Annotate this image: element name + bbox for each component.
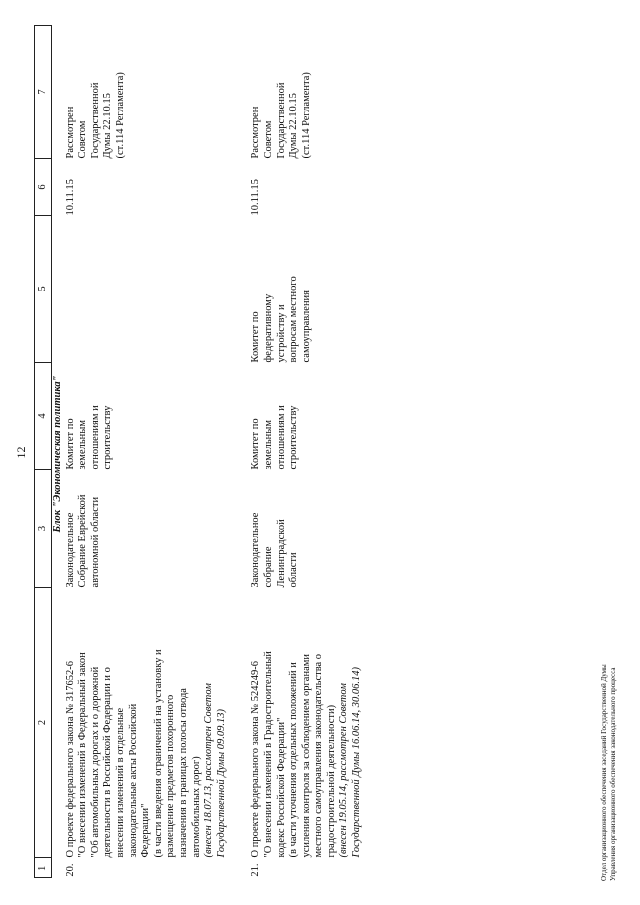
footer-line: Отдел организационного обеспечения заседаний Государственной Думы [600, 664, 608, 881]
committee-line: строительству [102, 405, 114, 470]
co-committee-cell [65, 216, 229, 363]
bill-note-line: (внесен 19.05.14, рассмотрен Советом [338, 683, 350, 858]
footer [600, 664, 618, 881]
bill-title-cell [250, 588, 363, 858]
committee-line: земельным [77, 420, 89, 470]
committee-line: Комитет по [64, 418, 76, 470]
bill-note-line: Государственной Думы 16.06.14, 30.06.14) [351, 667, 363, 858]
status-line: Государственной [275, 82, 287, 159]
initiator-line: автономной области [89, 496, 101, 588]
bill-title-line: Федерации" [140, 803, 152, 858]
status-line: Думы 22.10.15 [102, 93, 114, 159]
status-line: Думы 22.10.15 [288, 93, 300, 159]
column-header: 2 [35, 588, 52, 858]
row-number: 20. [64, 863, 76, 877]
bill-title-line: деятельности в Российской Федерации и о [102, 667, 114, 858]
table-row [250, 26, 363, 878]
initiator-line: Ленинградской [275, 519, 287, 588]
bill-title-line: внесении изменений в отдельные [114, 707, 126, 858]
bill-title-line: "О внесении изменений в Градостроительный [262, 651, 274, 858]
column-header: 1 [35, 858, 52, 878]
initiator-line: Законодательное [250, 512, 262, 588]
bill-title-line: "Об автомобильных дорогах и о дорожной [89, 666, 101, 858]
bill-title-line: (в части введения ограничений на установку и [152, 649, 164, 858]
column-header: 4 [35, 363, 52, 470]
bill-title-line: градостроительной деятельности) [325, 704, 337, 858]
status-line: Рассмотрен [64, 106, 76, 159]
column-header: 5 [35, 216, 52, 363]
initiator-cell [250, 470, 363, 588]
bill-title-line: размещение предметов похоронного [165, 694, 177, 858]
bill-title-line: О проекте федерального закона № 317652-6 [64, 660, 76, 858]
co-committee-line: Комитет по [250, 311, 262, 363]
committee-line: отношениям и [89, 405, 101, 470]
status-cell [250, 26, 363, 159]
co-committee-line: устройству и [275, 304, 287, 363]
status-line: Рассмотрен [250, 106, 262, 159]
bill-title-cell [65, 588, 229, 858]
date-cell: 10.11.15 [250, 179, 262, 216]
bill-title-line: назначения в границах полосы отвода [177, 688, 189, 858]
initiator-cell [65, 470, 229, 588]
co-committee-line: федеративному [262, 293, 274, 363]
committee-line: Комитет по [250, 418, 262, 470]
co-committee-line: самоуправления [300, 289, 312, 363]
row-spacer [228, 26, 250, 878]
column-number-header [35, 26, 52, 878]
page-number: 12 [14, 446, 28, 459]
initiator-line: Собрание Еврейской [77, 494, 89, 588]
footer-line: Управления организационного обеспечения законодательного процесса [608, 667, 617, 881]
status-line: (ст.114 Регламента) [300, 72, 312, 159]
bill-title-line: "О внесении изменений в Федеральный закон [77, 652, 89, 858]
status-line: Советом [77, 120, 89, 159]
committee-line: земельным [262, 420, 274, 470]
bill-title-line: местного самоуправления законодательства о [313, 653, 325, 858]
status-line: Государственной [89, 82, 101, 159]
bill-title-line: усиления контроля за соблюдением органами [300, 654, 312, 858]
bill-title-line: кодекс Российской Федерации" [275, 717, 287, 858]
committee-cell [65, 363, 229, 470]
status-line: Советом [262, 120, 274, 159]
co-committee-line: вопросам местного [288, 276, 300, 363]
column-header: 3 [35, 470, 52, 588]
co-committee-cell [250, 216, 363, 363]
committee-cell [250, 363, 363, 470]
initiator-line: собрание [262, 546, 274, 588]
bill-note-line: Государственной Думы 09.09.13) [215, 709, 227, 858]
bill-title-line: О проекте федерального закона № 524249-6 [250, 660, 262, 858]
block-title: Блок "Экономическая политика" [52, 375, 63, 533]
status-cell [65, 26, 229, 159]
bill-title-line: законодательные акты Российской [127, 703, 139, 858]
date-cell: 10.11.15 [64, 179, 76, 216]
block-heading-row [52, 26, 65, 878]
row-number: 21. [250, 863, 262, 877]
column-header: 7 [35, 26, 52, 159]
bills-table [34, 25, 364, 878]
initiator-line: Законодательное [64, 512, 76, 588]
committee-line: строительству [288, 405, 300, 470]
committee-line: отношениям и [275, 405, 287, 470]
status-line: (ст.114 Регламента) [114, 72, 126, 159]
table-row [65, 26, 229, 878]
initiator-line: области [288, 552, 300, 588]
bill-title-line: (в части уточнения отдельных положений и [288, 662, 300, 858]
column-header: 6 [35, 159, 52, 216]
bill-note-line: (внесен 18.07.13, рассмотрен Советом [203, 683, 215, 858]
bill-title-line: автомобильных дорог) [190, 756, 202, 858]
